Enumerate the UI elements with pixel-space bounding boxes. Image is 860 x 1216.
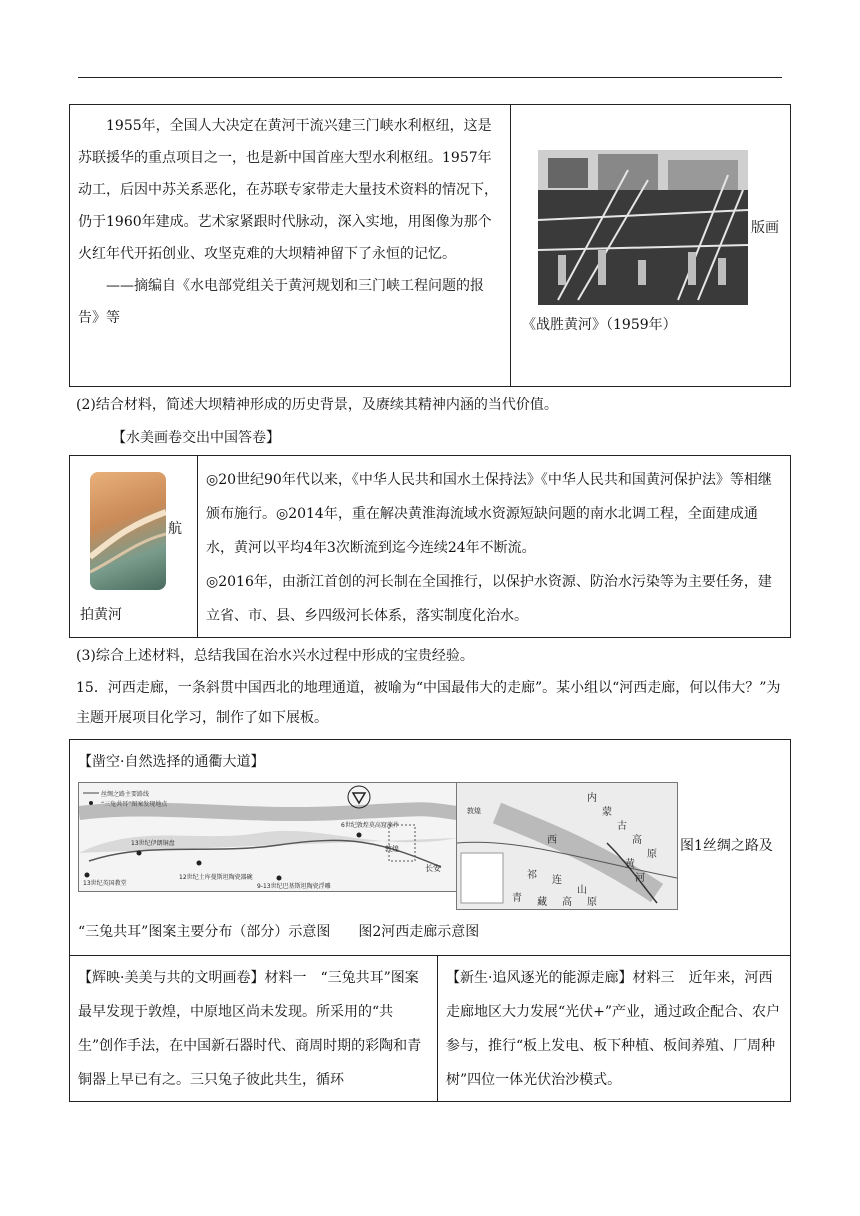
board-left-panel: [78, 961, 428, 1097]
question-3: (3)综合上述材料，总结我国在治水兴水过程中形成的宝贵经验。: [76, 648, 474, 664]
table2-text-2: ◎2016年，由浙江首创的河长制在全国推行，以保护水资源、防治水污染等为主要任务，建立省、市、县、乡四级河长体系，落实制度化治水。: [206, 574, 772, 624]
map1-label-dunhuang-cave: 6世纪敦煌莫高窟藻井: [341, 822, 399, 829]
fig1-caption-side: 图1丝绸之路及: [680, 838, 773, 854]
table2-caption-side: 航: [168, 521, 182, 537]
board-heading: 【凿空·自然选择的通衢大道】: [78, 754, 265, 770]
table1-caption-side: 版画: [751, 220, 779, 236]
table2-text-cell: [206, 463, 784, 633]
map2-label-lian: 连: [552, 875, 562, 886]
table2-caption-bottom: 拍黄河: [80, 607, 122, 623]
board-col-divider: [437, 955, 438, 1102]
map2-label-xi: 西: [547, 835, 557, 846]
board-right-panel: [446, 961, 784, 1097]
map2-label-qing: 青: [512, 893, 522, 904]
map2-label-yuan1: 原: [647, 849, 657, 860]
map1-label-changan: 长安: [425, 864, 441, 873]
map2-label-yuan2: 原: [587, 897, 597, 908]
question-15: [76, 673, 786, 733]
map2-label-nei: 内: [587, 793, 597, 804]
map1-label-pakistan: 9-13世纪巴基斯坦陶瓷浮雕: [257, 883, 331, 890]
map2-label-huang: 黄: [625, 859, 635, 870]
map2-label-gao2: 高: [562, 897, 572, 908]
three-hares-icon: [348, 786, 370, 808]
map1-legend-points: “三兔共耳”图案发现地点: [101, 801, 168, 808]
map2-label-gao1: 高: [632, 835, 642, 846]
table2-divider: [197, 455, 198, 638]
map2-label-gu: 古: [617, 821, 627, 832]
map2-label-dunhuang: 敦煌: [467, 807, 481, 815]
header-rule: [78, 77, 782, 78]
table1-divider: [510, 104, 511, 387]
table2-text: ◎20世纪90年代以来，《中华人民共和国水土保持法》《中华人民共和国黄河保护法》等相继颁布施行。◎2014年，重在解决黄淮海流域水资源短缺问题的南水北调工程，全面建成通水，黄河以平均4年3次断流到迄今连续24年不断流。: [206, 472, 772, 556]
board-right-text: 【新生·追风逐光的能源走廊】材料三 近年来，河西走廊地区大力发展“光伏+”产业，通过政企配合、农户参与，推行“板上发电、板下种植、板间养殖、厂周种树”四位一体光伏治沙模式。: [446, 970, 781, 1088]
question-2: (2)结合材料，简述大坝精神形成的历史背景，及赓续其精神内涵的当代价值。: [76, 397, 558, 413]
table1-caption-bottom: 《战胜黄河》（1959年）: [522, 317, 677, 333]
silk-road-map: [78, 782, 458, 892]
map1-label-turkmenistan: 12世纪土库曼斯坦陶瓷器碗: [179, 874, 253, 881]
map2-label-shan: 山: [577, 885, 587, 896]
map1-label-iran: 13世纪伊朗铜盘: [131, 840, 175, 847]
table1-text-cell: [78, 110, 502, 334]
map1-legend-route: 丝绸之路主要路线: [101, 791, 150, 798]
woodcut-print-image: [538, 150, 748, 305]
aerial-photo-image: [90, 472, 166, 590]
hexi-corridor-map: [456, 782, 678, 910]
board-row-divider: [69, 955, 791, 956]
map2-label-meng: 蒙: [602, 807, 612, 818]
map2-label-zang: 藏: [537, 897, 547, 908]
map2-label-qi: 祁: [527, 870, 537, 881]
question-15-text: 15．河西走廊，一条斜贯中国西北的地理通道，被喻为“中国最伟大的走廊”。某小组以“河西走廊，何以伟大？”为主题开展项目化学习，制作了如下展板。: [76, 680, 781, 726]
map1-label-dunhuang: 敦煌: [385, 845, 399, 853]
board-left-text: 【辉映·美美与共的文明画卷】材料一 “三兔共耳”图案最早发现于敦煌，中原地区尚未发现。所采用的“共生”创作手法，在中国新石器时代、商周时期的彩陶和青铜器上早已有之。三只兔子彼此共生，循环: [78, 970, 422, 1088]
section-heading: 【水美画卷交出中国答卷】: [112, 430, 280, 446]
table1-paragraph: 1955年，全国人大决定在黄河干流兴建三门峡水利枢纽，这是苏联援华的重点项目之一，也是新中国首座大型水利枢纽。1957年动工，后因中苏关系恶化，在苏联专家带走大量技术资料的情况下，仍于1960年建成。艺术家紧跟时代脉动，深入实地，用图像为那个火红年代开拓创业、攻坚克难的大坝精神留下了永恒的记忆。: [78, 118, 498, 262]
table1-source: ——摘编自《水电部党组关于黄河规划和三门峡工程问题的报告》等: [78, 278, 484, 326]
map1-label-england: 13世纪英国教堂: [83, 880, 127, 887]
map2-label-he: 河: [635, 873, 645, 884]
figure-captions: “三兔共耳”图案主要分布（部分）示意图 图2河西走廊示意图: [78, 924, 480, 940]
